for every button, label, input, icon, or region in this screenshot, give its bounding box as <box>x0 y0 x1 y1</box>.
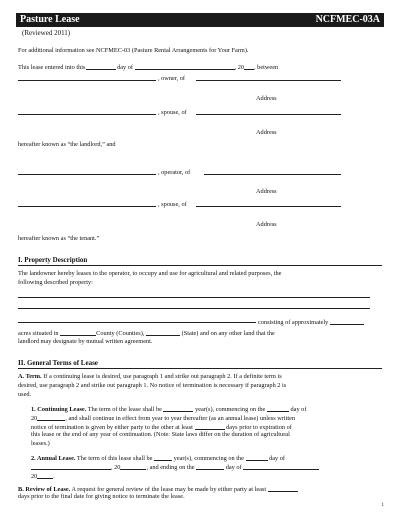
spouse2-label: , spouse, of <box>158 201 187 208</box>
property-description-line-3[interactable] <box>18 322 256 323</box>
annual-text-3b: . <box>53 473 55 480</box>
review-text-1a: A request for general review of the lease may be made by either party at least <box>71 486 267 493</box>
term-line-3: used. <box>18 391 32 398</box>
annual-end-day-field[interactable] <box>196 462 224 470</box>
continuing-day-field[interactable] <box>267 404 289 412</box>
day-field[interactable] <box>86 62 116 70</box>
acres-text-c: (State) and on any other land that the <box>181 330 275 337</box>
spouse2-name-field[interactable] <box>18 206 156 207</box>
header-bar <box>16 13 384 27</box>
entered-line <box>18 62 278 72</box>
property-text-2: following described property: <box>18 279 93 286</box>
tenant-line: hereafter known as “the tenant.” <box>18 235 100 242</box>
consisting-label <box>258 317 364 327</box>
continuing-text-2a: 20 <box>31 415 38 422</box>
page-number: 1 <box>381 503 384 508</box>
review-label: B. Review of Lease. <box>18 486 71 493</box>
annual-start-day-field[interactable] <box>246 453 268 461</box>
continuing-line-5: leases.) <box>31 440 50 447</box>
continuing-year-field[interactable] <box>37 413 65 421</box>
continuing-text-1b: year(s), commencing on the <box>195 406 266 413</box>
state-field[interactable] <box>146 328 180 336</box>
annual-line-3 <box>31 471 55 481</box>
document-code: NCFMEC-03A <box>315 14 380 25</box>
annual-text-3a: 20 <box>31 473 38 480</box>
spouse1-label: , spouse, of <box>158 109 187 116</box>
term-label: A. Term. <box>18 373 42 380</box>
property-text-1: The landowner hereby leases to the operator, to occupy and use for agricultural and related purposes, the <box>18 270 282 277</box>
acres-field[interactable] <box>330 317 364 325</box>
term-line-1 <box>18 373 282 381</box>
owner-name-field[interactable] <box>18 80 156 81</box>
review-days-field[interactable] <box>268 484 298 492</box>
annual-line-2 <box>31 462 319 472</box>
owner-label: , owner, of <box>158 75 186 82</box>
entered-text-c: , 20 <box>234 64 245 71</box>
consisting-text: consisting of approximately <box>258 319 329 326</box>
annual-end-month-field[interactable] <box>243 462 319 470</box>
year-field[interactable] <box>244 62 254 70</box>
owner-address-field[interactable] <box>196 80 341 81</box>
annual-label: 2. Annual Lease. <box>31 455 76 462</box>
continuing-years-field[interactable] <box>163 404 193 412</box>
continuing-label: 1. Continuing Lease. <box>31 406 87 413</box>
entered-text-b: day of <box>117 64 133 71</box>
reviewed-note: (Reviewed 2011) <box>22 29 71 37</box>
continuing-text-1a: The term of the lease shall be <box>87 406 162 413</box>
entered-text-a: This lease entered into this <box>18 64 86 71</box>
annual-text-2b: , and ending on the <box>146 464 195 471</box>
acres-text-a: acres situated in <box>18 330 59 337</box>
section-2-heading: II. General Terms of Lease <box>18 359 98 367</box>
info-line: For additional information see NCFMEC-03 (Pasture Rental Arrangements for Your Farm). <box>18 47 249 54</box>
annual-end-year-field[interactable] <box>37 471 53 479</box>
annual-text-2a: , 20 <box>111 464 121 471</box>
annual-text-1b: year(s), commencing on the <box>173 455 244 462</box>
acres-text-b: County (Counties), <box>96 330 145 337</box>
continuing-line-4: this lease or the end of any year of continuation. (Note: State laws differ on the duration of agricultural <box>31 431 290 438</box>
continuing-notice-days-field[interactable] <box>195 422 225 430</box>
annual-start-year-field[interactable] <box>120 462 146 470</box>
landlord-line: hereafter known as “the landlord,” and <box>18 141 116 148</box>
section-1-heading: I. Property Description <box>18 256 88 264</box>
owner-address-label: Address <box>256 95 277 102</box>
review-line-2: days prior to the final date for giving notice to terminate the lease. <box>18 493 185 500</box>
spouse1-address-field[interactable] <box>196 114 341 115</box>
operator-address-label: Address <box>256 188 277 195</box>
annual-text-1a: The term of this lease shall be <box>76 455 153 462</box>
operator-name-field[interactable] <box>18 174 156 175</box>
term-text-1: If a continuing lease is desired, use paragraph 1 and strike out paragraph 2. If a definite term is <box>43 373 282 380</box>
spouse2-address-label: Address <box>256 221 277 228</box>
section-1-rule <box>18 265 382 266</box>
county-field[interactable] <box>60 328 96 336</box>
property-description-line-2[interactable] <box>18 308 370 309</box>
continuing-text-3a: notice of termination is given by either party to the other at least <box>31 424 193 431</box>
continuing-text-2b: , and shall continue in effect from year to year thereafter (as an annual lease) unless written <box>65 415 296 422</box>
operator-address-field[interactable] <box>204 174 341 175</box>
spouse1-name-field[interactable] <box>18 114 156 115</box>
continuing-text-1c: day of <box>290 406 307 413</box>
document-title: Pasture Lease <box>20 14 80 25</box>
acres-line-2: landlord may designate by mutual written agreement. <box>18 338 153 345</box>
month-field[interactable] <box>135 62 235 70</box>
annual-start-month-field[interactable] <box>31 462 111 470</box>
operator-label: , operator, of <box>158 169 191 176</box>
spouse2-address-field[interactable] <box>196 206 341 207</box>
entered-text-d: , between <box>254 64 279 71</box>
annual-text-1c: day of <box>269 455 285 462</box>
section-2-rule <box>18 368 382 369</box>
term-line-2: desired, use paragraph 2 and strike out paragraph 1. No notice of termination is necessary if paragraph 2 is <box>18 382 287 389</box>
continuing-text-3b: days prior to expiration of <box>226 424 292 431</box>
annual-years-field[interactable] <box>154 453 172 461</box>
spouse1-address-label: Address <box>256 129 277 136</box>
property-description-line-1[interactable] <box>18 297 370 298</box>
annual-text-2c: day of <box>225 464 242 471</box>
acres-line <box>18 328 275 338</box>
